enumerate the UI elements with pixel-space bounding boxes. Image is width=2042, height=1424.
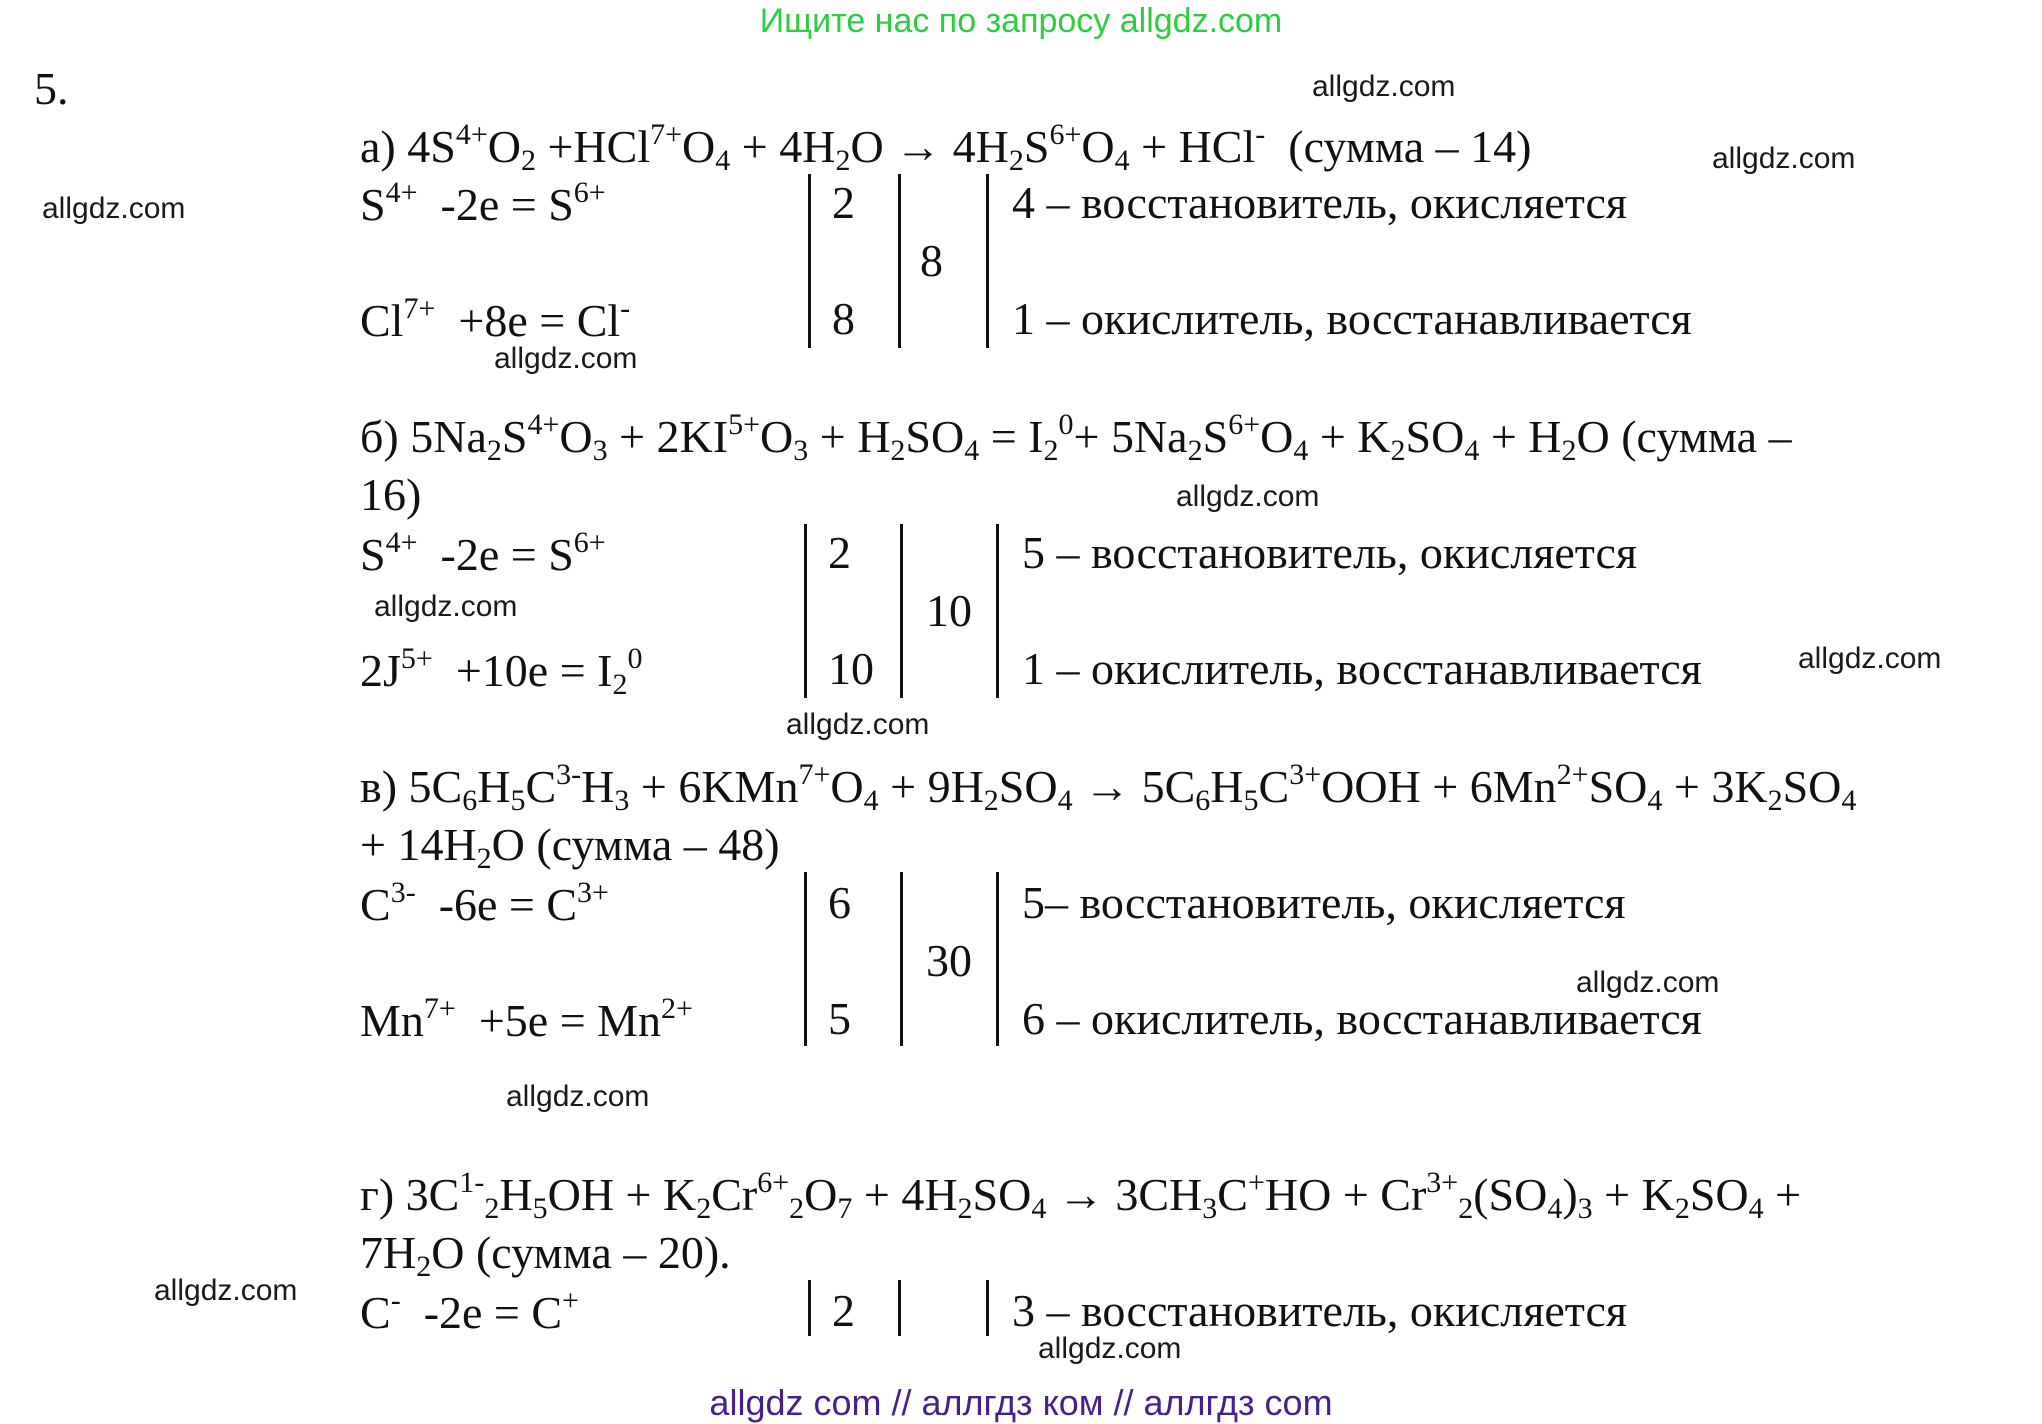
equation-b: б) $5Na_2S^{4+}O_3 + 2KI^{5+}O_3 + H_2SO_4 = I_2^0+ 5Na_2S^{6+}O_4 + K_2SO_4 + H_2O$ (сумма – [360, 408, 1792, 467]
watermark: allgdz.com [1712, 142, 1856, 175]
half-reaction-b1: $S^{4+}$ $-2e = S^{6+}$ [360, 526, 606, 580]
role-label: 1 – окислитель, восстанавливается [1022, 643, 1702, 694]
role-label: 3 – восстановитель, окисляется [1012, 1285, 1628, 1336]
electron-count: 10 [828, 643, 874, 694]
balance-divider [898, 1280, 901, 1336]
balance-divider [900, 872, 903, 1046]
half-reaction-c2: $Mn^{7+} +5e = Mn^{2+}$ [360, 992, 693, 1046]
balance-divider [986, 174, 989, 348]
electron-count: 5 [828, 993, 851, 1044]
lcm-value: 30 [926, 935, 972, 986]
equation-d-cont: $7H_2O$ (сумма – 20). [360, 1227, 731, 1283]
equation-d: г) $3C^{1-}2H_5OH + K_2Cr^{6+}2O_7 + 4H_2SO_4 \to 3CH_3C^+HO + Cr^{3+}2(SO_4)_3 + K_2SO_4$ + [360, 1166, 1802, 1225]
equation-a-sum: (сумма – 14) [1288, 121, 1532, 172]
equation-d-sum: (сумма – 20). [475, 1227, 731, 1278]
watermark: allgdz.com [374, 590, 518, 623]
balance-divider [996, 524, 999, 698]
watermark: allgdz.com [786, 708, 930, 741]
role-label: 6 – окислитель, восстанавливается [1022, 993, 1702, 1044]
electron-count: 8 [832, 293, 855, 344]
equation-c: в) $5C_6H_5C^{3-}H_3 + 6KMn^{7+}O_4 + 9H_2SO_4 \to 5C_6H_5C^{3+}OOH + 6Mn^{2+}SO_4 + 3K_2SO_4$ [360, 758, 1857, 817]
electron-count: 2 [828, 527, 851, 578]
watermark: allgdz.com [1312, 70, 1456, 103]
watermark: allgdz.com [42, 192, 186, 225]
electron-count: 2 [832, 177, 855, 228]
balance-divider [986, 1280, 989, 1336]
equation-b-cont: 16) [360, 469, 422, 520]
task-number: 5. [34, 63, 69, 114]
role-label: 4 – восстановитель, окисляется [1012, 177, 1628, 228]
balance-divider [808, 174, 811, 348]
watermark: allgdz.com [1038, 1332, 1182, 1365]
equation-c-sum: (сумма – 48) [536, 819, 780, 870]
balance-divider [996, 872, 999, 1046]
search-banner: Ищите нас по запросу allgdz.com [759, 2, 1283, 40]
watermark: allgdz.com [506, 1080, 650, 1113]
equation-a-prefix: а) 4S [360, 121, 456, 172]
balance-divider [808, 1280, 811, 1336]
half-reaction-d1: C- -2e = C+ [360, 1284, 579, 1338]
balance-divider [898, 174, 901, 348]
half-reaction-a1: $S^{4+}$ $-2e = S^{6+}$ [360, 176, 606, 230]
watermark: allgdz.com [1576, 966, 1720, 999]
half-reaction-b2: $2J^{5+} +10e = I_2^0$ [360, 642, 643, 701]
watermark: allgdz.com [1798, 642, 1942, 675]
watermark: allgdz.com [154, 1274, 298, 1307]
equation-c-cont: + $14H_2O$ (сумма – 48) [360, 819, 780, 875]
electron-count: 6 [828, 877, 851, 928]
lcm-value: 10 [926, 585, 972, 636]
watermark: allgdz.com [494, 342, 638, 375]
electron-count: 2 [832, 1285, 855, 1336]
lcm-value: 8 [920, 235, 943, 286]
balance-divider [900, 524, 903, 698]
footer-links: allgdz com // аллгдз ком // аллгдз com [709, 1382, 1333, 1423]
equation-b-sum: (сумма – [1621, 411, 1792, 462]
role-label: 5– восстановитель, окисляется [1022, 877, 1626, 928]
role-label: 5 – восстановитель, окисляется [1022, 527, 1638, 578]
role-label: 1 – окислитель, восстанавливается [1012, 293, 1692, 344]
half-reaction-a2: $Cl^{7+} +8e = Cl^-$ [360, 292, 631, 346]
half-reaction-c1: $C^{3-}$ $-6e = C^{3+}$ [360, 876, 609, 930]
equation-a: а) $4S^{4+}O_2 +HCl^{7+}O_4 + 4H_2O \to 4H_2S^{6+}O_4 + HCl^-$ (сумма – 14) [360, 118, 1532, 177]
balance-divider [804, 872, 807, 1046]
watermark: allgdz.com [1176, 480, 1320, 513]
balance-divider [804, 524, 807, 698]
